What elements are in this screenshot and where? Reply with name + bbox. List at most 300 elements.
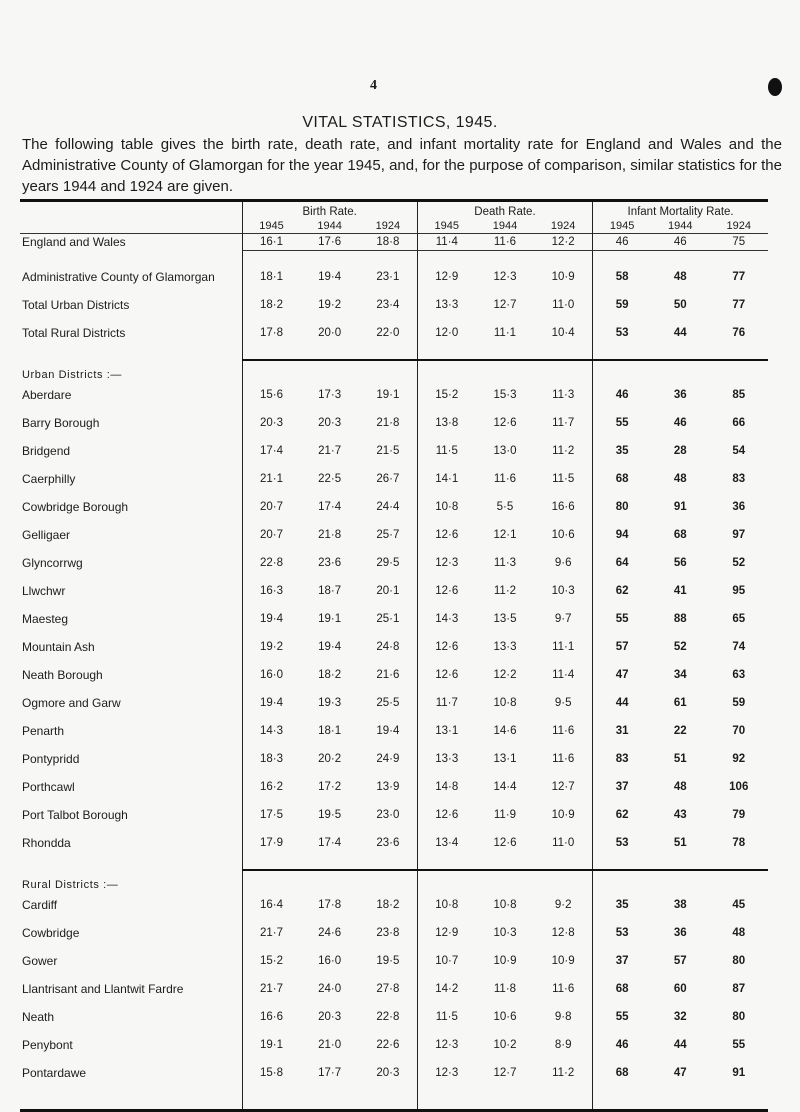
value-cell: 20·3 (359, 1059, 417, 1087)
value-cell: 25·7 (359, 521, 417, 549)
separator-cell (20, 347, 242, 360)
district-name-text: Cardiff (22, 898, 58, 912)
value-cell: 64 (615, 557, 629, 569)
value-cell: 23·1 (359, 263, 417, 291)
separator-cell (300, 1087, 358, 1111)
separator-cell (20, 251, 242, 264)
value-cell: 14·4 (493, 781, 517, 793)
value-cell: 22·8 (359, 1003, 417, 1031)
value-cell: 9·8 (534, 1003, 592, 1031)
separator-cell (651, 347, 709, 360)
table-row (20, 381, 768, 409)
value-cell: 46 (651, 234, 709, 251)
value-cell: 18·3 (259, 753, 283, 765)
value-cell: 11·2 (534, 437, 592, 465)
separator-cell (242, 347, 300, 360)
value-cell: 83 (732, 473, 746, 485)
empty-cell (359, 870, 417, 891)
empty-cell (534, 870, 592, 891)
value-cell: 12·6 (493, 837, 517, 849)
value-cell: 80 (615, 501, 629, 513)
value-cell: 12·3 (435, 1067, 459, 1079)
value-cell: 18·8 (359, 234, 417, 251)
value-cell: 91 (673, 501, 687, 513)
value-cell: 13·3 (493, 641, 517, 653)
district-name (20, 947, 242, 975)
value-cell: 11·9 (493, 809, 517, 821)
value-cell: 20·3 (318, 1011, 342, 1023)
value-cell: 11·4 (534, 661, 592, 689)
district-name (20, 661, 242, 689)
empty-cell (593, 360, 651, 381)
value-cell: 44 (673, 327, 687, 339)
separator-cell (710, 1087, 769, 1111)
value-cell: 15·8 (259, 1067, 283, 1079)
value-cell: 55 (732, 1039, 746, 1051)
page-number: 4 (370, 78, 377, 93)
separator-cell (534, 857, 592, 870)
value-cell: 19·4 (259, 697, 283, 709)
value-cell: 14·6 (493, 725, 517, 737)
value-cell: 10·7 (435, 955, 459, 967)
value-cell: 11·6 (534, 717, 592, 745)
year-header: 1944 (317, 220, 342, 232)
district-name-text: Bridgend (22, 444, 71, 458)
district-name (20, 689, 242, 717)
value-cell: 58 (615, 271, 629, 283)
value-cell: 77 (732, 299, 746, 311)
value-cell: 12·6 (493, 417, 517, 429)
value-cell: 46 (593, 234, 651, 251)
year-header: 1945 (259, 220, 284, 232)
table-row (20, 493, 768, 521)
value-cell: 23·0 (359, 801, 417, 829)
table-end-row (20, 1087, 768, 1111)
district-name (20, 919, 242, 947)
value-cell: 56 (673, 557, 687, 569)
table-row (20, 689, 768, 717)
value-cell: 10·3 (493, 927, 517, 939)
value-cell: 35 (615, 899, 629, 911)
district-name (20, 801, 242, 829)
value-cell: 17·8 (259, 327, 283, 339)
value-cell: 19·1 (318, 613, 342, 625)
value-cell: 16·3 (259, 585, 283, 597)
separator-cell (359, 347, 417, 360)
value-cell: 10·6 (493, 1011, 517, 1023)
value-cell: 18·2 (359, 891, 417, 919)
value-cell: 12·6 (435, 641, 459, 653)
value-cell: 91 (732, 1067, 746, 1079)
value-cell: 46 (615, 1039, 629, 1051)
value-cell: 25·1 (359, 605, 417, 633)
table-row (20, 465, 768, 493)
value-cell: 21·7 (318, 445, 342, 457)
value-cell: 68 (615, 1067, 629, 1079)
value-cell: 55 (615, 613, 629, 625)
separator-cell (710, 857, 769, 870)
value-cell: 12·3 (435, 1039, 459, 1051)
value-cell: 78 (732, 837, 746, 849)
value-cell: 9·5 (534, 689, 592, 717)
value-cell: 24·8 (359, 633, 417, 661)
separator-cell (476, 1087, 534, 1111)
value-cell: 37 (615, 781, 629, 793)
value-cell: 20·1 (359, 577, 417, 605)
value-cell: 20·2 (318, 753, 342, 765)
value-cell: 19·2 (259, 641, 283, 653)
value-cell: 87 (732, 983, 746, 995)
table-row (20, 1003, 768, 1031)
table-row (20, 745, 768, 773)
empty-cell (242, 870, 300, 891)
year-header: 1924 (726, 220, 751, 232)
table-row (20, 521, 768, 549)
separator-cell (417, 347, 475, 360)
value-cell: 31 (615, 725, 629, 737)
value-cell: 24·4 (359, 493, 417, 521)
value-cell: 22 (673, 725, 687, 737)
separator-cell (476, 857, 534, 870)
district-name-text: Gelligaer (22, 528, 71, 542)
value-cell: 48 (732, 927, 746, 939)
value-cell: 80 (732, 955, 746, 967)
separator-cell (476, 251, 534, 264)
separator-cell (20, 1087, 242, 1111)
value-cell: 14·8 (435, 781, 459, 793)
value-cell: 95 (732, 585, 746, 597)
separator-cell (593, 857, 651, 870)
table-row (20, 291, 768, 319)
district-name (20, 409, 242, 437)
value-cell: 12·7 (534, 773, 592, 801)
value-cell: 77 (732, 271, 746, 283)
district-name (20, 1031, 242, 1059)
ink-blot (768, 78, 782, 96)
district-name-text: Penarth (22, 724, 65, 738)
table-row (20, 773, 768, 801)
value-cell: 54 (732, 445, 746, 457)
table-row (20, 975, 768, 1003)
district-name-text: Mountain Ash (22, 640, 95, 654)
district-name (20, 521, 242, 549)
value-cell: 36 (732, 501, 746, 513)
value-cell: 19·4 (359, 717, 417, 745)
district-name-text: Port Talbot Borough (22, 808, 128, 822)
value-cell: 61 (673, 697, 687, 709)
value-cell: 15·6 (259, 389, 283, 401)
district-name (20, 493, 242, 521)
value-cell: 18·1 (318, 725, 342, 737)
empty-cell (710, 360, 769, 381)
value-cell: 10·9 (493, 955, 517, 967)
value-cell: 21·7 (259, 983, 283, 995)
table-row (20, 1059, 768, 1087)
value-cell: 19·1 (359, 381, 417, 409)
district-name-text: Aberdare (22, 388, 72, 402)
value-cell: 19·4 (318, 641, 342, 653)
value-cell: 10·8 (493, 697, 517, 709)
value-cell: 19·1 (259, 1039, 283, 1051)
value-cell: 21·8 (318, 529, 342, 541)
empty-cell (476, 870, 534, 891)
district-name-text: Llwchwr (22, 584, 66, 598)
table-row (20, 801, 768, 829)
value-cell: 14·1 (435, 473, 459, 485)
district-name (20, 263, 242, 291)
value-cell: 11·7 (435, 697, 458, 709)
value-cell: 48 (673, 781, 687, 793)
intro-paragraph: The following table gives the birth rate, death rate, and infant mortality rate for England and Wales and the Administrative County of Glamorgan for the year 1945, and, for the purpose of comparison, similar statistics for the years 1944 and 1924 are given. (22, 136, 782, 195)
value-cell: 92 (732, 753, 746, 765)
district-name-text: Total Rural Districts (22, 326, 126, 340)
value-cell: 53 (615, 927, 629, 939)
value-cell: 12·6 (435, 585, 459, 597)
value-cell: 18·2 (318, 669, 342, 681)
value-cell: 11·4 (417, 234, 475, 251)
district-name (20, 745, 242, 773)
value-cell: 11·8 (493, 983, 517, 995)
value-cell: 65 (732, 613, 746, 625)
separator-row (20, 251, 768, 264)
district-name-text: Glyncorrwg (22, 556, 83, 570)
value-cell: 68 (615, 983, 629, 995)
empty-cell (242, 360, 300, 381)
value-cell: 63 (732, 669, 746, 681)
value-cell: 36 (673, 389, 687, 401)
value-cell: 94 (615, 529, 629, 541)
section-heading: Rural Districts :— (20, 870, 242, 891)
value-cell: 37 (615, 955, 629, 967)
separator-cell (534, 347, 592, 360)
value-cell: 52 (732, 557, 746, 569)
separator-cell (242, 1087, 300, 1111)
separator-cell (417, 251, 475, 264)
value-cell: 17·8 (318, 899, 342, 911)
value-cell: 53 (615, 327, 629, 339)
separator-cell (359, 857, 417, 870)
value-cell: 16·4 (259, 899, 283, 911)
value-cell: 19·4 (259, 613, 283, 625)
value-cell: 12·3 (435, 557, 459, 569)
value-cell: 11·5 (435, 445, 458, 457)
value-cell: 17·9 (259, 837, 283, 849)
group-header-row (20, 201, 768, 221)
value-cell: 10·3 (534, 577, 592, 605)
value-cell: 10·8 (493, 899, 517, 911)
separator-row (20, 347, 768, 360)
separator-cell (300, 347, 358, 360)
value-cell: 47 (673, 1067, 687, 1079)
value-cell: 9·6 (534, 549, 592, 577)
value-cell: 48 (673, 473, 687, 485)
value-cell: 10·8 (435, 899, 459, 911)
value-cell: 14·2 (435, 983, 459, 995)
value-cell: 22·5 (318, 473, 342, 485)
value-cell: 59 (615, 299, 629, 311)
district-name-text: Neath (22, 1010, 55, 1024)
separator-cell (20, 857, 242, 870)
table-body (20, 234, 768, 1111)
separator-cell (534, 1087, 592, 1111)
district-name-text: Cowbridge (22, 926, 80, 940)
value-cell: 34 (673, 669, 687, 681)
district-name (20, 829, 242, 857)
district-name (20, 773, 242, 801)
value-cell: 10·4 (534, 319, 592, 347)
separator-row (20, 857, 768, 870)
value-cell: 80 (732, 1011, 746, 1023)
year-header: 1944 (668, 220, 693, 232)
table-row (20, 437, 768, 465)
empty-cell (359, 360, 417, 381)
empty-cell (300, 870, 358, 891)
table-row (20, 234, 768, 251)
value-cell: 13·8 (435, 417, 459, 429)
value-cell: 18·7 (318, 585, 342, 597)
value-cell: 43 (673, 809, 687, 821)
value-cell: 19·2 (318, 299, 342, 311)
value-cell: 83 (615, 753, 629, 765)
value-cell: 16·1 (242, 234, 300, 251)
value-cell: 15·2 (259, 955, 283, 967)
value-cell: 44 (673, 1039, 687, 1051)
value-cell: 20·0 (318, 327, 342, 339)
value-cell: 45 (732, 899, 746, 911)
table-row (20, 919, 768, 947)
value-cell: 23·6 (318, 557, 342, 569)
value-cell: 21·5 (359, 437, 417, 465)
value-cell: 10·2 (493, 1039, 517, 1051)
value-cell: 12·9 (435, 271, 459, 283)
district-name-text: Maesteg (22, 612, 69, 626)
empty-cell (476, 360, 534, 381)
value-cell: 17·2 (318, 781, 342, 793)
section-heading-row (20, 360, 768, 381)
empty-cell (534, 360, 592, 381)
empty-cell (651, 360, 709, 381)
value-cell: 29·5 (359, 549, 417, 577)
value-cell: 14·3 (435, 613, 459, 625)
value-cell: 12·3 (493, 271, 517, 283)
value-cell: 44 (615, 697, 629, 709)
district-name (20, 381, 242, 409)
value-cell: 15·3 (493, 389, 517, 401)
table-row (20, 319, 768, 347)
value-cell: 16·0 (259, 669, 283, 681)
separator-cell (593, 347, 651, 360)
value-cell: 55 (615, 1011, 629, 1023)
district-name (20, 291, 242, 319)
value-cell: 12·6 (435, 529, 459, 541)
value-cell: 53 (615, 837, 629, 849)
value-cell: 11·0 (534, 291, 592, 319)
year-header-row (20, 220, 768, 234)
value-cell: 20·3 (318, 417, 342, 429)
page-title: VITAL STATISTICS, 1945. (302, 114, 498, 131)
value-cell: 12·2 (493, 669, 517, 681)
value-cell: 48 (673, 271, 687, 283)
value-cell: 22·8 (259, 557, 283, 569)
separator-cell (710, 251, 769, 264)
value-cell: 15·2 (435, 389, 459, 401)
value-cell: 13·5 (493, 613, 517, 625)
district-name-text: Ogmore and Garw (22, 696, 121, 710)
district-name (20, 549, 242, 577)
district-name (20, 891, 242, 919)
value-cell: 13·3 (435, 299, 459, 311)
value-cell: 11·2 (534, 1059, 592, 1087)
separator-cell (359, 251, 417, 264)
vital-statistics-table (20, 199, 768, 1112)
value-cell: 16·6 (534, 493, 592, 521)
empty-cell (651, 870, 709, 891)
value-cell: 57 (615, 641, 629, 653)
value-cell: 55 (615, 417, 629, 429)
value-cell: 68 (673, 529, 687, 541)
district-name (20, 1003, 242, 1031)
district-name-text: Penybont (22, 1038, 73, 1052)
value-cell: 19·3 (318, 697, 342, 709)
value-cell: 12·7 (493, 1067, 517, 1079)
value-cell: 17·4 (318, 837, 342, 849)
value-cell: 19·4 (318, 271, 342, 283)
table-row (20, 947, 768, 975)
year-header: 1944 (492, 220, 518, 232)
value-cell: 8·9 (534, 1031, 592, 1059)
value-cell: 20·7 (259, 529, 283, 541)
value-cell: 11·3 (534, 381, 592, 409)
value-cell: 12·6 (435, 669, 459, 681)
empty-cell (710, 870, 769, 891)
table-row (20, 263, 768, 291)
value-cell: 75 (710, 234, 769, 251)
value-cell: 51 (673, 837, 687, 849)
empty-cell (300, 360, 358, 381)
district-name (20, 234, 242, 251)
value-cell: 21·1 (259, 473, 283, 485)
value-cell: 13·1 (493, 753, 517, 765)
district-name-text: Administrative County of Glamorgan (22, 270, 215, 284)
district-name (20, 1059, 242, 1087)
separator-cell (593, 251, 651, 264)
value-cell: 36 (673, 927, 687, 939)
value-cell: 11·1 (534, 633, 592, 661)
infant-mortality-header: Infant Mortality Rate. (593, 201, 768, 221)
value-cell: 13·9 (359, 773, 417, 801)
value-cell: 10·9 (534, 801, 592, 829)
value-cell: 20·3 (259, 417, 283, 429)
value-cell: 27·8 (359, 975, 417, 1003)
value-cell: 12·6 (435, 809, 459, 821)
value-cell: 12·1 (493, 529, 517, 541)
empty-cell (417, 360, 475, 381)
value-cell: 35 (615, 445, 629, 457)
value-cell: 10·9 (534, 947, 592, 975)
separator-cell (417, 857, 475, 870)
district-name (20, 975, 242, 1003)
empty-cell (593, 870, 651, 891)
value-cell: 11·1 (493, 327, 517, 339)
separator-cell (651, 251, 709, 264)
separator-cell (710, 347, 769, 360)
separator-cell (242, 857, 300, 870)
value-cell: 17·5 (259, 809, 283, 821)
value-cell: 59 (732, 697, 746, 709)
value-cell: 51 (673, 753, 687, 765)
value-cell: 11·7 (534, 409, 592, 437)
value-cell: 22·6 (359, 1031, 417, 1059)
